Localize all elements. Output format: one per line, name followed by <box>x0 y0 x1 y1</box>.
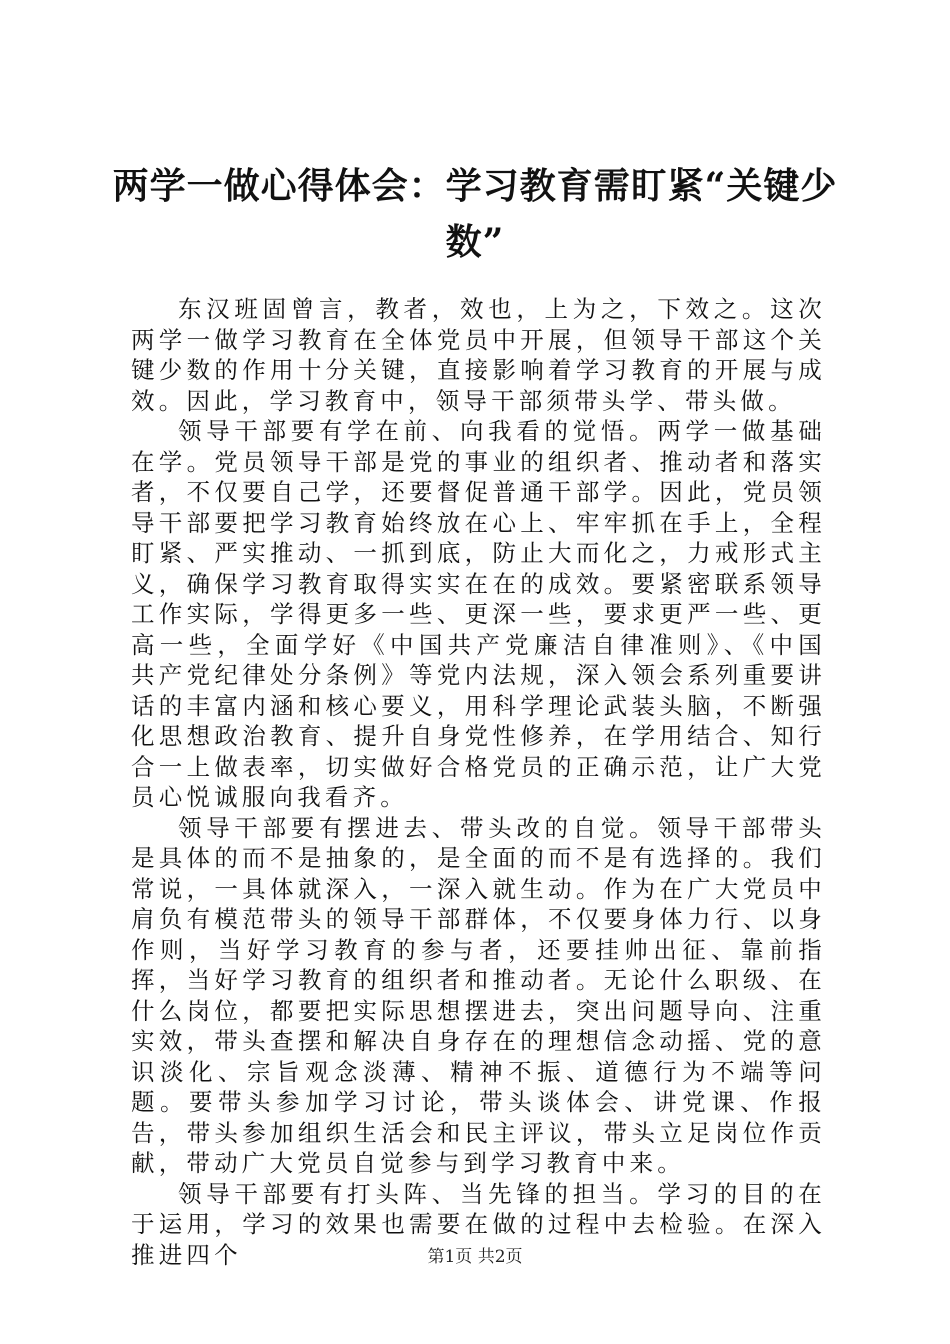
document-body <box>131 294 826 1270</box>
paragraph-2: 领导干部要有学在前、向我看的觉悟。两学一做基础在学。党员领导干部是党的事业的组织者、推动者和落实者，不仅要自己学，还要督促普通干部学。因此，党员领导干部要把学习教育始终放在心上、牢牢抓在手上，全程盯紧、严实推动、一抓到底，防止大而化之，力戒形式主义，确保学习教育取得实实在在的成效。要紧密联系领导工作实际，学得更多一些、更深一些，要求更严一些、更高一些，全面学好《中国共产党廉洁自律准则》、《中国共产党纪律处分条例》等党内法规，深入领会系列重要讲话的丰富内涵和核心要义，用科学理论武装头脑，不断强化思想政治教育、提升自身党性修养，在学用结合、知行合一上做表率，切实做好合格党员的正确示范，让广大党员心悦诚服向我看齐。 <box>131 417 826 811</box>
paragraph-3: 领导干部要有摆进去、带头改的自觉。领导干部带头是具体的而不是抽象的，是全面的而不是有选择的。我们常说，一具体就深入，一深入就生动。作为在广大党员中肩负有模范带头的领导干部群体，不仅要身体力行、以身作则，当好学习教育的参与者，还要挂帅出征、靠前指挥，当好学习教育的组织者和推动者。无论什么职级、在什么岗位，都要把实际思想摆进去，突出问题导向、注重实效，带头查摆和解决自身存在的理想信念动摇、党的意识淡化、宗旨观念淡薄、精神不振、道德行为不端等问题。要带头参加学习讨论，带头谈体会、讲党课、作报告，带头参加组织生活会和民主评议，带头立足岗位作贡献，带动广大党员自觉参与到学习教育中来。 <box>131 813 826 1177</box>
page-number-indicator: 第1页 共2页 <box>427 1247 523 1267</box>
paragraph-4: 领导干部要有打头阵、当先锋的担当。学习的目的在于运用，学习的效果也需要在做的过程中去检验。在深入推进四个 <box>131 1179 826 1269</box>
page-footer <box>0 1245 950 1269</box>
document-title: 两学一做心得体会：学习教育需盯紧“关键少数” <box>112 165 838 263</box>
paragraph-1: 东汉班固曾言，教者，效也，上为之，下效之。这次两学一做学习教育在全体党员中开展，但领导干部这个关键少数的作用十分关键，直接影响着学习教育的开展与成效。因此，学习教育中，领导干部须带头学、带头做。 <box>131 295 826 415</box>
